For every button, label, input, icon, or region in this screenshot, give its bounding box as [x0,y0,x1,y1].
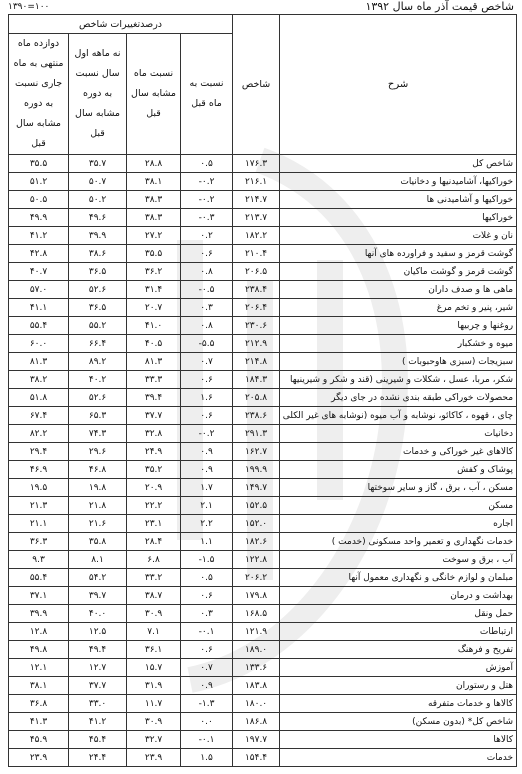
row-monthly-change: ۰.۶ [181,587,233,605]
row-twelve-month-change: ۳۶.۸ [9,695,69,713]
row-index-value: ۲۰۶.۴ [233,299,280,317]
yoy-month-change-header: نسبت ماه مشابه سال قبل [127,34,181,155]
row-index-value: ۲۱۰.۴ [233,245,280,263]
row-index-value: ۱۵۲.۵ [233,497,280,515]
row-yoy-month-change: ۱۵.۷ [127,659,181,677]
row-yoy-month-change: ۳۲.۷ [127,731,181,749]
row-index-value: ۲۱۲.۹ [233,335,280,353]
row-description: شیر، پنیر و تخم مرغ [280,299,517,317]
row-monthly-change: -۰.۲ [181,191,233,209]
row-nine-month-change: ۲۹.۶ [69,443,127,461]
row-twelve-month-change: ۵۵.۴ [9,569,69,587]
row-index-value: ۲۳۰.۶ [233,317,280,335]
row-twelve-month-change: ۸۲.۲ [9,425,69,443]
row-index-value: ۱۸۲.۶ [233,533,280,551]
row-nine-month-change: ۳۵.۸ [69,533,127,551]
row-description: چای ، قهوه ، کاکائو، نوشابه و آب میوه (نوشابه های غیر الکلی [280,407,517,425]
row-nine-month-change: ۳۶.۵ [69,263,127,281]
row-monthly-change: ۰.۶ [181,371,233,389]
table-row [9,551,517,569]
row-yoy-month-change: ۳۶.۲ [127,263,181,281]
row-yoy-month-change: ۲۳.۹ [127,749,181,767]
row-yoy-month-change: ۳۹.۴ [127,389,181,407]
row-yoy-month-change: ۳۵.۵ [127,245,181,263]
row-nine-month-change: ۳۵.۷ [69,155,127,173]
row-monthly-change: ۱.۷ [181,479,233,497]
row-index-value: ۱۸۹.۰ [233,641,280,659]
table-row [9,749,517,767]
table-row [9,497,517,515]
row-nine-month-change: ۴۵.۴ [69,731,127,749]
table-row [9,659,517,677]
row-nine-month-change: ۴۰.۲ [69,371,127,389]
row-twelve-month-change: ۴۱.۲ [9,227,69,245]
index-header: شاخص [233,15,280,155]
row-twelve-month-change: ۴۱.۱ [9,299,69,317]
row-monthly-change: -۰.۲ [181,425,233,443]
row-monthly-change: -۰.۳ [181,209,233,227]
description-header: شرح [280,15,517,155]
table-row [9,317,517,335]
row-description: خوراکیها [280,209,517,227]
row-description: شاخص کل* (بدون مسکن) [280,713,517,731]
row-monthly-change: ۰.۹ [181,461,233,479]
row-yoy-month-change: ۷.۱ [127,623,181,641]
row-description: خوراکیها و آشامیدنی ها [280,191,517,209]
row-index-value: ۲۳۸.۶ [233,407,280,425]
table-row [9,587,517,605]
row-monthly-change: ۰.۸ [181,317,233,335]
table-row [9,479,517,497]
row-description: نان و غلات [280,227,517,245]
row-index-value: ۲۹۱.۳ [233,425,280,443]
table-row [9,461,517,479]
row-description: گوشت قرمز و سفید و فراورده های آنها [280,245,517,263]
row-description: ارتباطات [280,623,517,641]
row-twelve-month-change: ۱۲.۸ [9,623,69,641]
row-index-value: ۱۸۲.۲ [233,227,280,245]
table-row [9,371,517,389]
row-twelve-month-change: ۵۵.۴ [9,317,69,335]
row-nine-month-change: ۸۹.۲ [69,353,127,371]
row-nine-month-change: ۳۳.۰ [69,695,127,713]
table-row [9,335,517,353]
row-twelve-month-change: ۴۶.۹ [9,461,69,479]
row-index-value: ۲۱۴.۸ [233,353,280,371]
row-description: مسکن [280,497,517,515]
row-monthly-change: ۰.۳ [181,605,233,623]
row-twelve-month-change: ۵۱.۸ [9,389,69,407]
row-twelve-month-change: ۳۵.۵ [9,155,69,173]
row-yoy-month-change: ۳۸.۷ [127,587,181,605]
row-monthly-change: ۰.۵ [181,155,233,173]
row-nine-month-change: ۵۰.۷ [69,173,127,191]
table-row [9,407,517,425]
table-row [9,245,517,263]
table-row [9,299,517,317]
row-twelve-month-change: ۱۹.۵ [9,479,69,497]
row-nine-month-change: ۷۴.۳ [69,425,127,443]
row-nine-month-change: ۱۲.۵ [69,623,127,641]
row-description: مسکن ، آب ، برق ، گاز و سایر سوختها [280,479,517,497]
row-twelve-month-change: ۴۰.۷ [9,263,69,281]
row-twelve-month-change: ۳۶.۳ [9,533,69,551]
row-nine-month-change: ۱۲.۷ [69,659,127,677]
row-yoy-month-change: ۲۷.۲ [127,227,181,245]
row-monthly-change: -۱.۵ [181,551,233,569]
row-yoy-month-change: ۳۰.۹ [127,605,181,623]
row-yoy-month-change: ۲۰.۷ [127,299,181,317]
table-row [9,641,517,659]
row-description: گوشت قرمز و گوشت ماکیان [280,263,517,281]
row-nine-month-change: ۳۹.۹ [69,227,127,245]
row-nine-month-change: ۵۰.۲ [69,191,127,209]
row-description: کالاها [280,731,517,749]
row-description: شاخص کل [280,155,517,173]
row-yoy-month-change: ۳۱.۹ [127,677,181,695]
row-twelve-month-change: ۴۲.۸ [9,245,69,263]
row-monthly-change: ۰.۰ [181,713,233,731]
row-index-value: ۲۳۸.۴ [233,281,280,299]
row-monthly-change: ۰.۷ [181,659,233,677]
row-yoy-month-change: ۳۶.۱ [127,641,181,659]
row-twelve-month-change: ۱۲.۱ [9,659,69,677]
row-twelve-month-change: ۵۱.۲ [9,173,69,191]
row-yoy-month-change: ۲۲.۲ [127,497,181,515]
row-monthly-change: ۰.۲ [181,227,233,245]
row-twelve-month-change: ۳۸.۱ [9,677,69,695]
table-row [9,731,517,749]
row-twelve-month-change: ۲۱.۳ [9,497,69,515]
table-row [9,227,517,245]
row-twelve-month-change: ۲۹.۴ [9,443,69,461]
row-description: خوراکیها، آشامیدنیها و دخانیات [280,173,517,191]
row-yoy-month-change: ۳۰.۹ [127,713,181,731]
table-row [9,155,517,173]
row-twelve-month-change: ۴۱.۳ [9,713,69,731]
row-yoy-month-change: ۳۷.۷ [127,407,181,425]
row-description: میوه و خشکبار [280,335,517,353]
row-yoy-month-change: ۲۴.۹ [127,443,181,461]
row-description: محصولات خوراکی طبقه بندی نشده در جای دیگر [280,389,517,407]
row-monthly-change: ۰.۶ [181,245,233,263]
row-monthly-change: -۰.۱ [181,731,233,749]
row-nine-month-change: ۴۹.۶ [69,209,127,227]
row-monthly-change: ۰.۳ [181,299,233,317]
row-nine-month-change: ۳۹.۷ [69,587,127,605]
row-nine-month-change: ۳۸.۶ [69,245,127,263]
row-monthly-change: ۰.۹ [181,443,233,461]
row-twelve-month-change: ۶۰.۰ [9,335,69,353]
row-monthly-change: -۱.۳ [181,695,233,713]
row-yoy-month-change: ۲۸.۸ [127,155,181,173]
table-row [9,533,517,551]
row-index-value: ۱۴۹.۷ [233,479,280,497]
row-nine-month-change: ۵۴.۲ [69,569,127,587]
row-yoy-month-change: ۳۲.۸ [127,425,181,443]
row-nine-month-change: ۵۲.۶ [69,281,127,299]
row-monthly-change: ۲.۱ [181,497,233,515]
row-nine-month-change: ۴۰.۰ [69,605,127,623]
table-row [9,623,517,641]
row-yoy-month-change: ۴۱.۰ [127,317,181,335]
row-description: ماهی ها و صدف داران [280,281,517,299]
row-description: خدمات نگهداری و تعمیر واحد مسکونی (خدمت ) [280,533,517,551]
row-nine-month-change: ۴۶.۸ [69,461,127,479]
row-description: بهداشت و درمان [280,587,517,605]
row-yoy-month-change: ۸۱.۳ [127,353,181,371]
row-index-value: ۱۳۳.۶ [233,659,280,677]
row-description: دخانیات [280,425,517,443]
row-index-value: ۲۱۳.۷ [233,209,280,227]
row-monthly-change: -۰.۱ [181,623,233,641]
table-row [9,605,517,623]
row-description: سبزیجات (سبزی هاوحبوبات ) [280,353,517,371]
table-row [9,425,517,443]
row-index-value: ۱۸۴.۳ [233,371,280,389]
table-row [9,389,517,407]
table-row [9,695,517,713]
twelve-month-change-header: دوازده ماه منتهی به ماه جاری نسبت به دوره مشابه سال قبل [9,34,69,155]
row-index-value: ۱۹۷.۷ [233,731,280,749]
row-yoy-month-change: ۴۰.۵ [127,335,181,353]
row-index-value: ۲۱۴.۷ [233,191,280,209]
table-row [9,443,517,461]
table-row [9,281,517,299]
row-yoy-month-change: ۳۱.۴ [127,281,181,299]
document-title: شاخص قیمت آذر ماه سال ۱۳۹۲ [365,0,514,13]
row-monthly-change: ۱.۱ [181,533,233,551]
row-index-value: ۱۸۳.۸ [233,677,280,695]
row-yoy-month-change: ۳۳.۳ [127,371,181,389]
row-twelve-month-change: ۳۹.۹ [9,605,69,623]
row-twelve-month-change: ۴۹.۸ [9,641,69,659]
row-index-value: ۱۸۶.۸ [233,713,280,731]
row-twelve-month-change: ۴۵.۹ [9,731,69,749]
row-index-value: ۲۱۶.۱ [233,173,280,191]
row-index-value: ۱۷۶.۳ [233,155,280,173]
row-index-value: ۱۶۲.۷ [233,443,280,461]
row-nine-month-change: ۶۵.۳ [69,407,127,425]
row-twelve-month-change: ۵۷.۰ [9,281,69,299]
table-row [9,209,517,227]
row-index-value: ۱۵۲.۰ [233,515,280,533]
row-index-value: ۲۰۶.۲ [233,569,280,587]
row-description: کالاهای غیر خوراکی و خدمات [280,443,517,461]
row-index-value: ۲۰۶.۵ [233,263,280,281]
row-description: تفریح و فرهنگ [280,641,517,659]
row-twelve-month-change: ۸۱.۳ [9,353,69,371]
row-index-value: ۱۶۸.۵ [233,605,280,623]
row-yoy-month-change: ۲۳.۱ [127,515,181,533]
price-index-table [8,14,517,767]
row-description: آموزش [280,659,517,677]
base-year-code: ۱۳۹۰=۱۰۰ [8,2,50,12]
row-description: آب ، برق و سوخت [280,551,517,569]
row-nine-month-change: ۸.۱ [69,551,127,569]
row-description: پوشاک و کفش [280,461,517,479]
row-monthly-change: ۰.۸ [181,263,233,281]
monthly-change-header: نسبت به ماه قبل [181,34,233,155]
row-monthly-change: ۰.۵ [181,569,233,587]
table-row [9,173,517,191]
row-yoy-month-change: ۲۰.۹ [127,479,181,497]
row-yoy-month-change: ۳۳.۲ [127,569,181,587]
row-yoy-month-change: ۲۸.۴ [127,533,181,551]
row-monthly-change: ۰.۶ [181,407,233,425]
title-bar [0,0,522,14]
row-index-value: ۱۲۱.۹ [233,623,280,641]
row-description: روغنها و چربیها [280,317,517,335]
row-description: مبلمان و لوازم خانگی و نگهداری معمول آنها [280,569,517,587]
row-nine-month-change: ۳۷.۷ [69,677,127,695]
row-twelve-month-change: ۳۷.۱ [9,587,69,605]
table-row [9,677,517,695]
row-monthly-change: ۲.۲ [181,515,233,533]
row-yoy-month-change: ۳۸.۱ [127,173,181,191]
row-nine-month-change: ۶۶.۴ [69,335,127,353]
row-description: اجاره [280,515,517,533]
row-twelve-month-change: ۴۹.۹ [9,209,69,227]
row-nine-month-change: ۵۲.۶ [69,389,127,407]
nine-month-change-header: نه ماهه اول سال نسبت به دوره مشابه سال قبل [69,34,127,155]
row-yoy-month-change: ۳۵.۲ [127,461,181,479]
row-twelve-month-change: ۲۳.۹ [9,749,69,767]
row-nine-month-change: ۱۹.۸ [69,479,127,497]
row-nine-month-change: ۴۹.۴ [69,641,127,659]
row-monthly-change: ۰.۷ [181,353,233,371]
row-description: خدمات [280,749,517,767]
percent-change-group-header: درصدتغییرات شاخص [9,15,233,34]
row-nine-month-change: ۲۴.۴ [69,749,127,767]
row-description: شکر، مربا، عسل ، شکلات و شیرینی (قند و شکر و شیرینیها [280,371,517,389]
table-row [9,191,517,209]
table-row [9,515,517,533]
table-row [9,713,517,731]
row-twelve-month-change: ۵۰.۵ [9,191,69,209]
row-twelve-month-change: ۹.۳ [9,551,69,569]
row-index-value: ۲۰۵.۸ [233,389,280,407]
row-twelve-month-change: ۲۱.۱ [9,515,69,533]
row-index-value: ۱۹۹.۹ [233,461,280,479]
row-monthly-change: ۰.۹ [181,677,233,695]
table-row [9,569,517,587]
table-row [9,263,517,281]
row-monthly-change: -۰.۲ [181,173,233,191]
row-description: کالاها و خدمات متفرقه [280,695,517,713]
row-index-value: ۱۷۹.۸ [233,587,280,605]
row-index-value: ۱۲۲.۸ [233,551,280,569]
table-row [9,353,517,371]
row-description: هتل و رستوران [280,677,517,695]
row-twelve-month-change: ۳۸.۲ [9,371,69,389]
row-yoy-month-change: ۶.۸ [127,551,181,569]
row-yoy-month-change: ۱۱.۷ [127,695,181,713]
row-description: حمل ونقل [280,605,517,623]
row-nine-month-change: ۲۱.۸ [69,497,127,515]
row-monthly-change: ۱.۵ [181,749,233,767]
row-nine-month-change: ۲۱.۶ [69,515,127,533]
row-index-value: ۱۵۴.۴ [233,749,280,767]
row-nine-month-change: ۵۵.۲ [69,317,127,335]
row-yoy-month-change: ۳۸.۳ [127,209,181,227]
row-nine-month-change: ۴۱.۲ [69,713,127,731]
row-index-value: ۱۸۰.۰ [233,695,280,713]
row-monthly-change: -۵.۵ [181,335,233,353]
row-monthly-change: ۰.۶ [181,641,233,659]
row-twelve-month-change: ۶۷.۴ [9,407,69,425]
row-monthly-change: -۰.۵ [181,281,233,299]
row-nine-month-change: ۳۶.۵ [69,299,127,317]
row-monthly-change: ۱.۶ [181,389,233,407]
row-yoy-month-change: ۳۸.۳ [127,191,181,209]
